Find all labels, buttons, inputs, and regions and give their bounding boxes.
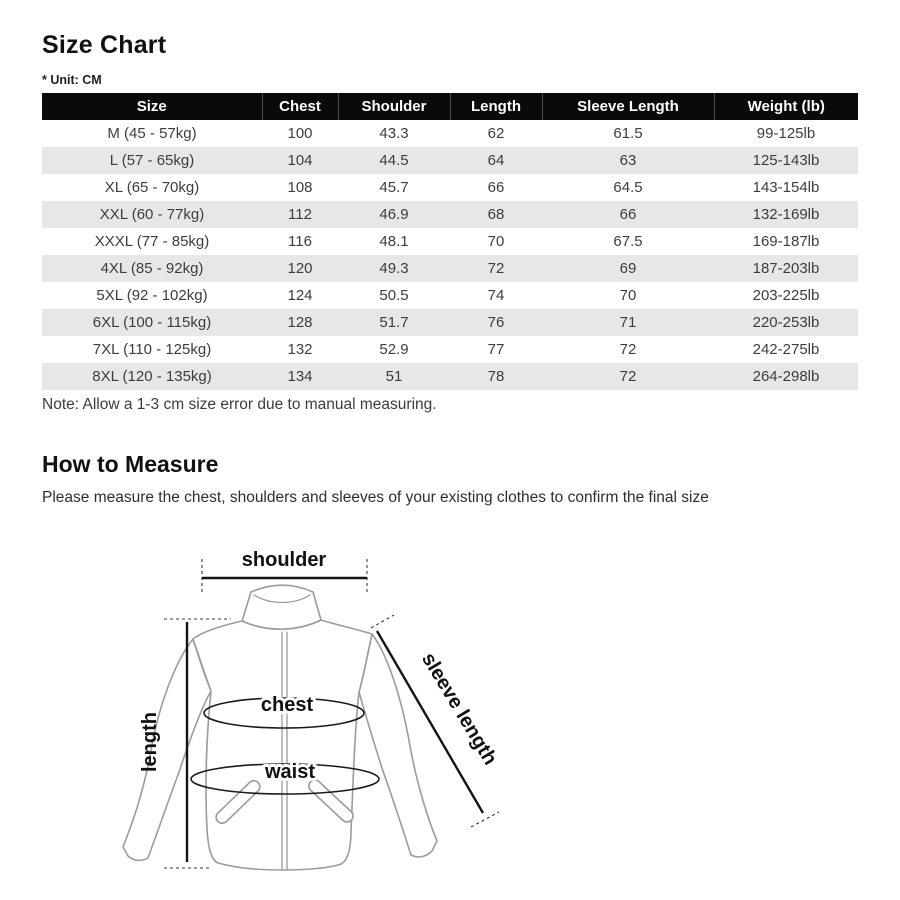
cell-sleeve-length: 64.5 <box>613 179 643 196</box>
cell-chest: 128 <box>287 314 313 331</box>
cell-size: 5XL (92 - 102kg) <box>96 287 208 304</box>
cell-weight: 242-275lb <box>752 341 820 358</box>
cell-size: XXXL (77 - 85kg) <box>94 233 210 250</box>
cell-size: 4XL (85 - 92kg) <box>100 260 204 277</box>
table-row <box>42 309 858 336</box>
cell-shoulder: 45.7 <box>379 179 409 196</box>
cell-sleeve-length: 69 <box>619 260 637 277</box>
cell-chest: 112 <box>288 206 312 223</box>
page-title: Size Chart <box>42 31 167 59</box>
cell-length: 76 <box>487 314 505 331</box>
cell-weight: 203-225lb <box>752 287 820 304</box>
cell-shoulder: 44.5 <box>379 152 409 169</box>
cell-weight: 187-203lb <box>752 260 820 277</box>
cell-shoulder: 51 <box>385 368 403 385</box>
cell-shoulder: 48.1 <box>379 233 409 250</box>
cell-shoulder: 51.7 <box>379 314 409 331</box>
cell-size: 6XL (100 - 115kg) <box>92 314 212 331</box>
column-header-sleeve-length: Sleeve Length <box>542 93 714 120</box>
jacket-left-sleeve <box>123 639 211 860</box>
cell-length: 77 <box>487 341 505 358</box>
cell-weight: 143-154lb <box>752 179 820 196</box>
measurement-diagram <box>90 528 550 898</box>
table-row <box>42 363 858 390</box>
table-row <box>42 336 858 363</box>
cell-sleeve-length: 67.5 <box>613 233 643 250</box>
cell-chest: 104 <box>287 152 313 169</box>
cell-size: M (45 - 57kg) <box>107 125 197 142</box>
cell-length: 74 <box>487 287 505 304</box>
cell-chest: 120 <box>287 260 313 277</box>
column-header-shoulder: Shoulder <box>338 93 450 120</box>
cell-weight: 132-169lb <box>752 206 820 223</box>
sleeve-length-label: sleeve length <box>417 648 502 769</box>
cell-length: 66 <box>487 179 505 196</box>
cell-size: XL (65 - 70kg) <box>104 179 200 196</box>
cell-chest: 134 <box>287 368 313 385</box>
cell-shoulder: 52.9 <box>379 341 409 358</box>
unit-note: * Unit: CM <box>42 73 102 87</box>
table-row <box>42 147 858 174</box>
table-row <box>42 174 858 201</box>
cell-size: XXL (60 - 77kg) <box>99 206 205 223</box>
cell-length: 78 <box>487 368 505 385</box>
column-header-length: Length <box>450 93 542 120</box>
cell-sleeve-length: 61.5 <box>613 125 643 142</box>
cell-chest: 132 <box>287 341 313 358</box>
table-row <box>42 120 858 147</box>
cell-chest: 124 <box>287 287 313 304</box>
cell-length: 64 <box>487 152 505 169</box>
cell-sleeve-length: 70 <box>619 287 637 304</box>
cell-length: 62 <box>487 125 505 142</box>
cell-sleeve-length: 72 <box>619 341 637 358</box>
cell-weight: 264-298lb <box>752 368 820 385</box>
length-label: length <box>139 712 161 772</box>
size-chart-table <box>42 93 858 390</box>
how-to-measure-description: Please measure the chest, shoulders and sleeves of your existing clothes to confirm the final size <box>42 489 709 506</box>
cell-length: 68 <box>487 206 505 223</box>
waist-label: waist <box>264 761 316 783</box>
cell-length: 72 <box>487 260 505 277</box>
cell-shoulder: 50.5 <box>379 287 409 304</box>
cell-shoulder: 49.3 <box>379 260 409 277</box>
cell-weight: 125-143lb <box>752 152 820 169</box>
how-to-measure-title: How to Measure <box>42 451 219 477</box>
column-header-weight: Weight (lb) <box>714 93 858 120</box>
shoulder-label: shoulder <box>241 549 327 571</box>
cell-shoulder: 43.3 <box>379 125 409 142</box>
cell-weight: 169-187lb <box>752 233 820 250</box>
cell-size: 7XL (110 - 125kg) <box>92 341 212 358</box>
table-note: Note: Allow a 1-3 cm size error due to manual measuring. <box>42 396 437 413</box>
cell-sleeve-length: 71 <box>619 314 637 331</box>
cell-chest: 108 <box>287 179 313 196</box>
table-row <box>42 255 858 282</box>
cell-weight: 99-125lb <box>756 125 816 142</box>
cell-sleeve-length: 72 <box>619 368 637 385</box>
cell-size: L (57 - 65kg) <box>109 152 195 169</box>
column-header-chest: Chest <box>262 93 338 120</box>
cell-weight: 220-253lb <box>752 314 820 331</box>
cell-sleeve-length: 66 <box>619 206 637 223</box>
table-row <box>42 282 858 309</box>
chest-label: chest <box>260 694 314 716</box>
table-row <box>42 201 858 228</box>
table-header-row <box>42 93 858 120</box>
cell-shoulder: 46.9 <box>379 206 409 223</box>
table-row <box>42 228 858 255</box>
cell-sleeve-length: 63 <box>619 152 637 169</box>
jacket-collar <box>242 585 321 629</box>
cell-chest: 116 <box>288 233 312 250</box>
cell-chest: 100 <box>287 125 313 142</box>
cell-length: 70 <box>487 233 505 250</box>
cell-size: 8XL (120 - 135kg) <box>92 368 212 385</box>
column-header-size: Size <box>42 93 262 120</box>
